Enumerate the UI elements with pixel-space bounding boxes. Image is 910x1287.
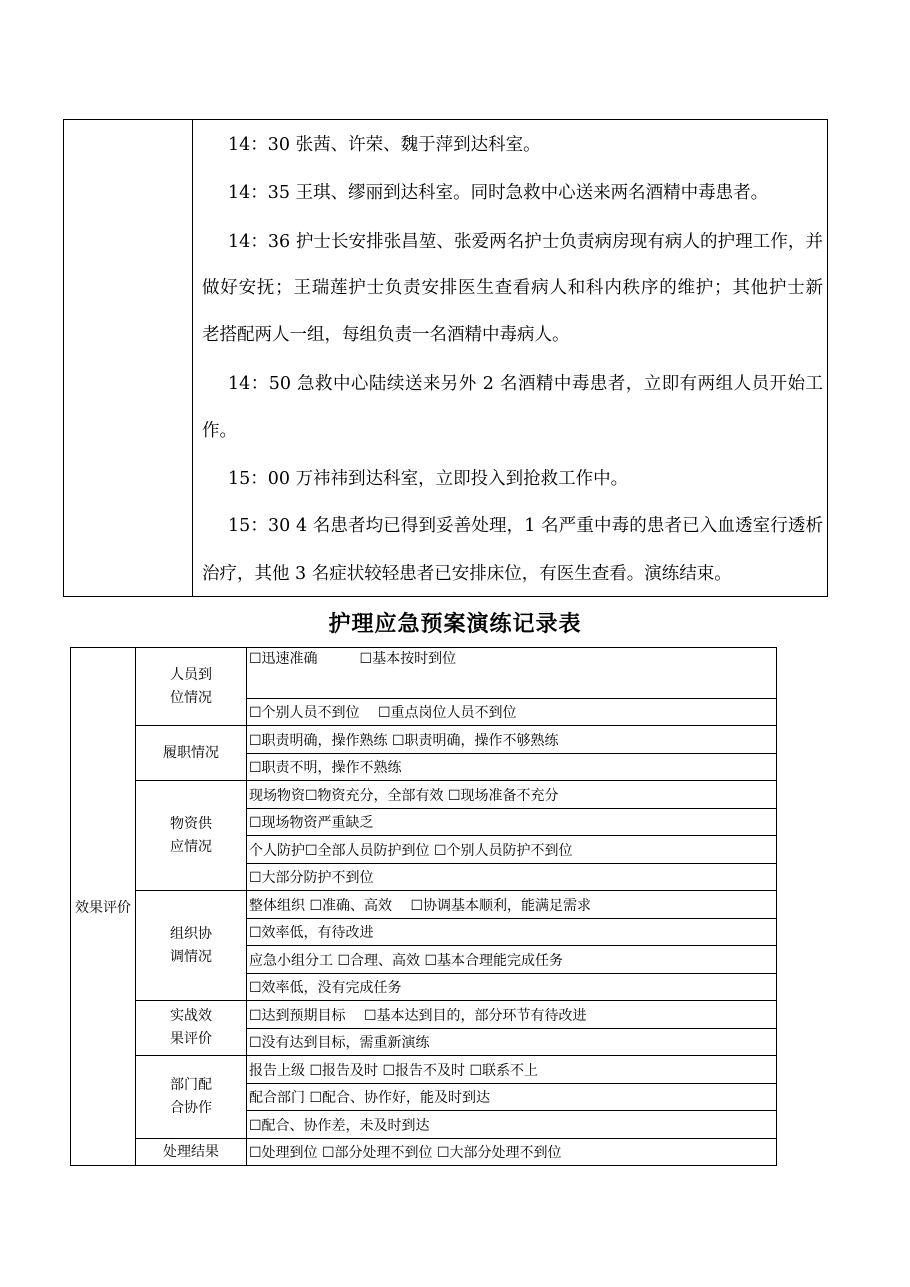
combat-option-row[interactable]: ☐达到预期目标 ☐基本达到目的，部分环节有待改进 [247,1001,777,1029]
evaluation-table [70,647,777,1166]
personnel-option-row[interactable]: ☐迅速准确 ☐基本按时到位 [247,648,777,699]
narrative-line: 15：30 4 名患者均已得到妥善处理，1 名严重中毒的患者已入血透室行透析 [228,516,823,536]
effect-evaluation-label: 效果评价 [71,648,136,1166]
result-label: 处理结果 [136,1139,247,1166]
coordination-label: 组织协 调情况 [136,891,247,1001]
department-option-row[interactable]: 配合部门 ☐配合、协作好，能及时到达 [247,1084,777,1111]
department-option-row[interactable]: 报告上级 ☐报告及时 ☐报告不及时 ☐联系不上 [247,1056,777,1084]
coordination-option-row[interactable]: ☐效率低，没有完成任务 [247,974,777,1001]
duty-option-row[interactable]: ☐职责明确，操作熟练 ☐职责明确，操作不够熟练 [247,726,777,754]
supply-option-row[interactable]: ☐现场物资严重缺乏 [247,809,777,836]
supply-option-row[interactable]: ☐大部分防护不到位 [247,864,777,891]
personnel-label: 人员到 位情况 [136,648,247,726]
supply-label: 物资供 应情况 [136,781,247,891]
narrative-line: 14：50 急救中心陆续送来另外 2 名酒精中毒患者，立即有两组人员开始工 [228,374,823,394]
combat-label: 实战效 果评价 [136,1001,247,1056]
result-option-row[interactable]: ☐处理到位 ☐部分处理不到位 ☐大部分处理不到位 [247,1139,777,1166]
narrative-line: 作。 [202,421,237,441]
personnel-option-row[interactable]: ☐个别人员不到位 ☐重点岗位人员不到位 [247,699,777,726]
department-option-row[interactable]: ☐配合、协作差，未及时到达 [247,1111,777,1139]
narrative-line: 14：30 张茜、许荣、魏于萍到达科室。 [228,135,541,155]
coordination-option-row[interactable]: 应急小组分工 ☐合理、高效 ☐基本合理能完成任务 [247,946,777,974]
duty-label: 履职情况 [136,726,247,781]
narrative-line: 15：00 万祎祎到达科室，立即投入到抢救工作中。 [228,469,629,489]
duty-option-row[interactable]: ☐职责不明，操作不熟练 [247,754,777,781]
narrative-content-cell [194,120,827,596]
coordination-option-row[interactable]: ☐效率低，有待改进 [247,919,777,946]
supply-option-row[interactable]: 现场物资☐物资充分，全部有效 ☐现场准备不充分 [247,781,777,809]
page-title: 护理应急预案演练记录表 [328,612,582,637]
combat-option-row[interactable]: ☐没有达到目标，需重新演练 [247,1029,777,1056]
narrative-line: 14：36 护士长安排张昌堃、张爱两名护士负责病房现有病人的护理工作，并 [228,232,823,252]
department-label: 部门配 合协作 [136,1056,247,1139]
supply-option-row[interactable]: 个人防护☐全部人员防护到位 ☐个别人员防护不到位 [247,836,777,864]
drill-narrative-table [63,119,828,597]
narrative-line: 做好安抚；王瑞莲护士负责安排医生查看病人和科内秩序的维护；其他护士新 [202,278,823,298]
narrative-label-cell [64,120,193,596]
coordination-option-row[interactable]: 整体组织 ☐准确、高效 ☐协调基本顺利，能满足需求 [247,891,777,919]
narrative-line: 14：35 王琪、缪丽到达科室。同时急救中心送来两名酒精中毒患者。 [228,183,769,203]
narrative-line: 治疗，其他 3 名症状较轻患者已安排床位，有医生查看。演练结束。 [202,564,732,584]
narrative-line: 老搭配两人一组，每组负责一名酒精中毒病人。 [202,325,570,345]
